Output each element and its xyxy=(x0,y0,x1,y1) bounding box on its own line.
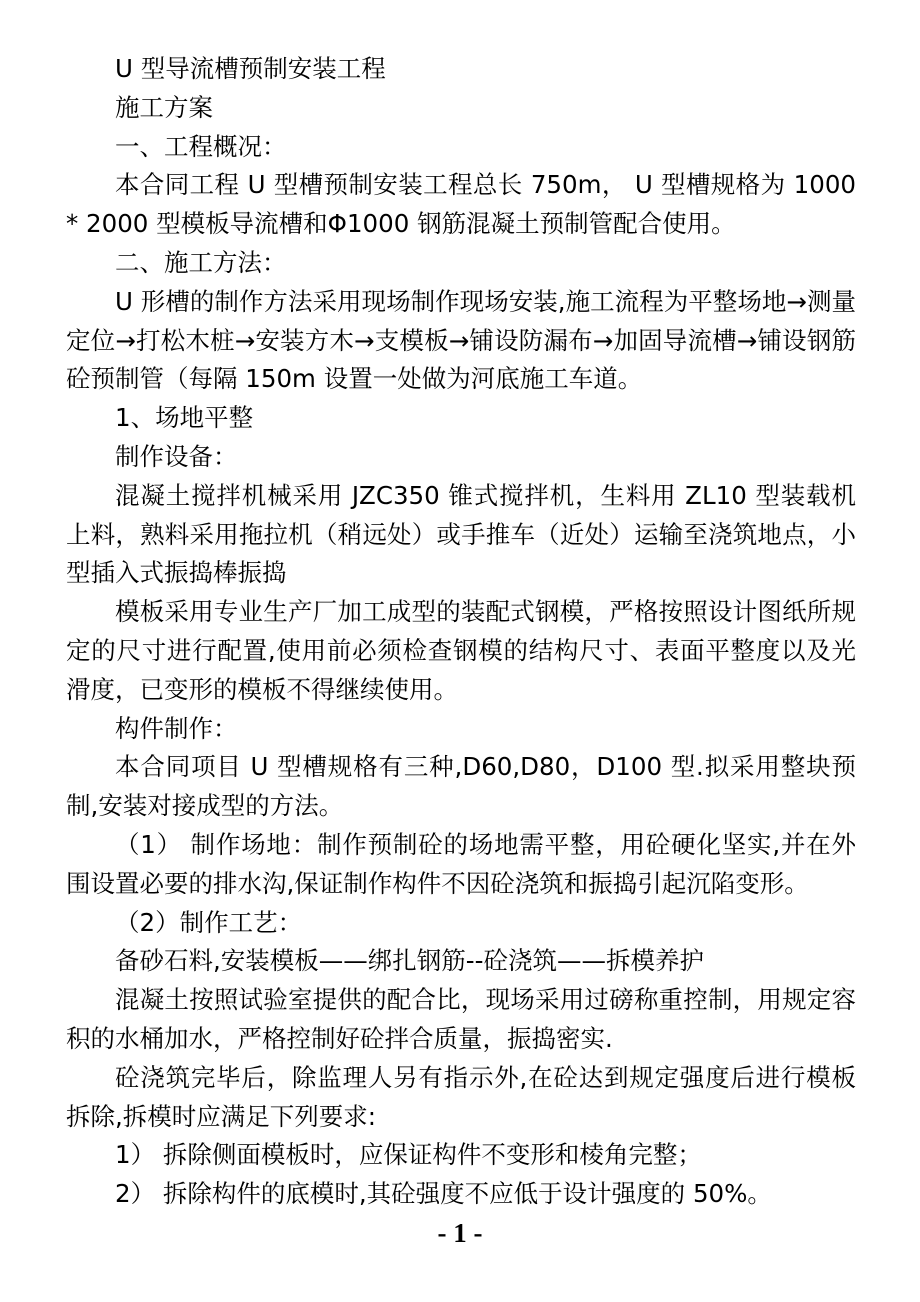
subheading-component: 构件制作： xyxy=(115,713,238,743)
paragraph-equipment: 混凝土搅拌机械采用 JZC350 锥式搅拌机，生料用 ZL10 型装载机上料，熟料采用拖拉机（稍远处）或手推车（近处）运输至浇筑地点，小型插入式振捣棒振捣 xyxy=(66,480,856,588)
section-heading-overview: 一、工程概况： xyxy=(115,131,287,161)
paragraph-site-item: （1） 制作场地：制作预制砼的场地需平整，用砼硬化坚实,并在外围设置必要的排水沟,保证制作构件不因砼浇筑和振捣引起沉陷变形。 xyxy=(66,829,856,898)
paragraph-process-flow: 备砂石料,安装模板——绑扎钢筋--砼浇筑——拆模养护 xyxy=(115,946,704,976)
paragraph-mixing: 混凝土按照试验室提供的配合比，现场采用过磅称重控制，用规定容积的水桶加水，严格控制好砼拌合质量，振捣密实. xyxy=(66,985,856,1053)
document-body xyxy=(66,50,856,1214)
document-subtitle: 施工方案 xyxy=(115,92,213,122)
subheading-equipment: 制作设备： xyxy=(115,441,238,471)
page-number: - 1 - xyxy=(437,1218,483,1248)
subheading-process: （2）制作工艺： xyxy=(115,907,303,937)
paragraph-overview: 本合同工程 U 型槽预制安装工程总长 750m， U 型槽规格为 1000 * 2000 型模板导流槽和Φ1000 钢筋混凝土预制管配合使用。 xyxy=(66,170,856,239)
document-title: U 型导流槽预制安装工程 xyxy=(115,54,386,83)
section-heading-method: 二、施工方法： xyxy=(115,247,287,277)
list-item-requirement-2: 2） 拆除构件的底模时,其砼强度不应低于设计强度的 50%。 xyxy=(115,1179,772,1209)
paragraph-removal: 砼浇筑完毕后，除监理人另有指示外,在砼达到规定强度后进行模板拆除,拆模时应满足下列要求: xyxy=(66,1062,856,1131)
list-item-requirement-1: 1） 拆除侧面模板时，应保证构件不变形和棱角完整； xyxy=(115,1140,702,1170)
paragraph-method: U 形槽的制作方法采用现场制作现场安装,施工流程为平整场地→测量定位→打松木桩→安装方木→支模板→铺设防漏布→加固导流槽→铺设钢筋砼预制管（每隔 150m 设置一处做为河底施工车道。 xyxy=(66,286,856,394)
paragraph-component: 本合同项目 U 型槽规格有三种,D60,D80，D100 型.拟采用整块预制,安装对接成型的方法。 xyxy=(66,752,856,821)
subheading-site-leveling: 1、场地平整 xyxy=(115,403,254,433)
paragraph-formwork: 模板采用专业生产厂加工成型的装配式钢模，严格按照设计图纸所规定的尺寸进行配置,使用前必须检查钢模的结构尺寸、表面平整度以及光滑度，已变形的模板不得继续使用。 xyxy=(66,597,856,704)
